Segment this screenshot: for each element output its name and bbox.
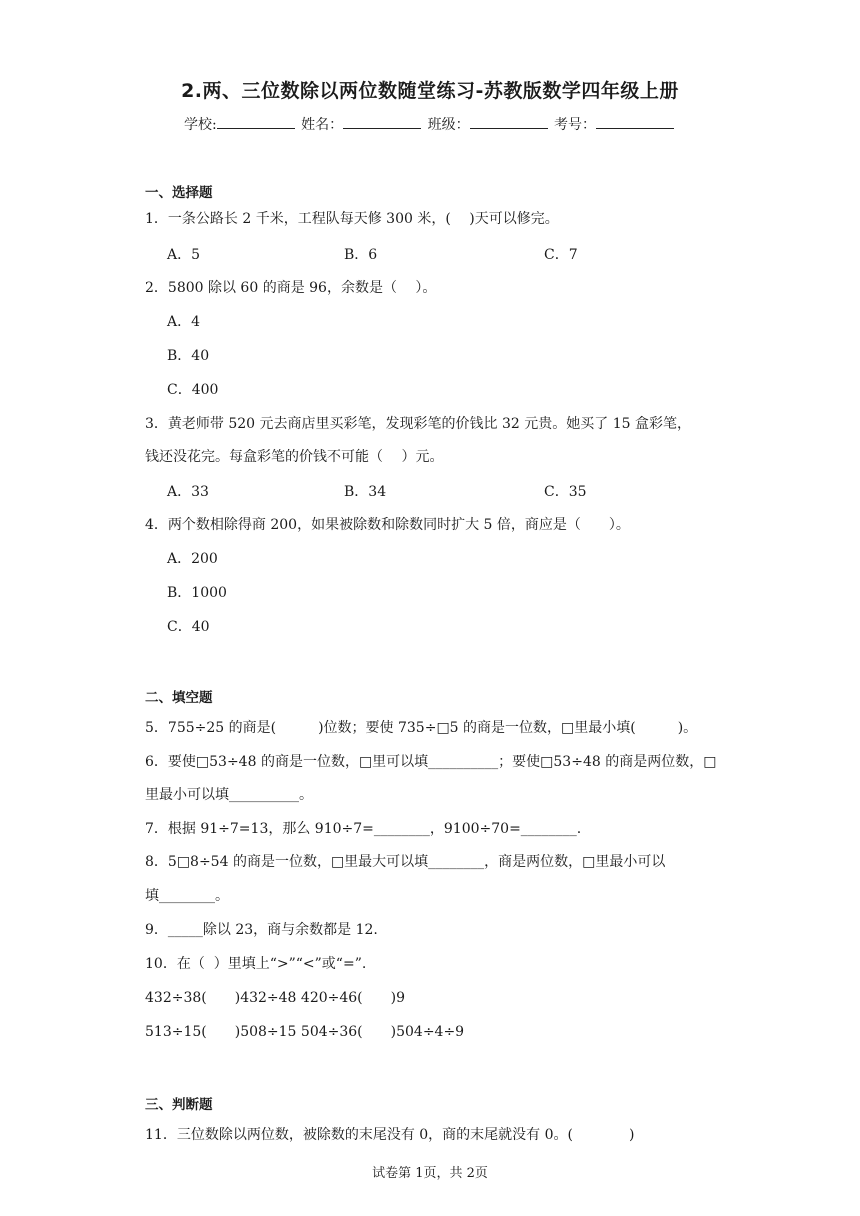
exam-no-blank[interactable] — [596, 114, 674, 129]
student-info-row — [0, 114, 860, 134]
q4-option-b: B．1000 — [167, 585, 227, 601]
name-blank[interactable] — [343, 114, 421, 129]
q2-option-a: A．4 — [167, 314, 201, 330]
question-7: 7．根据 91÷7=13，那么 910÷7=________，9100÷70=________. — [145, 821, 582, 837]
q1-option-c: C．7 — [544, 247, 578, 263]
q1-option-a: A．5 — [167, 247, 201, 263]
q4-option-a: A．200 — [167, 551, 218, 567]
question-3-line-1: 3．黄老师带 520 元去商店里买彩笔，发现彩笔的价钱比 32 元贵。她买了 15 盒彩笔， — [145, 416, 691, 432]
question-10-row-2: 513÷15( )508÷15 504÷36( )504÷4÷9 — [145, 1024, 465, 1040]
page-title: 2.两、三位数除以两位数随堂练习-苏教版数学四年级上册 — [181, 80, 679, 102]
q3-option-b: B．34 — [344, 484, 387, 500]
question-1: 1．一条公路长 2 千米，工程队每天修 300 米，( )天可以修完。 — [145, 211, 559, 227]
q1-option-b: B．6 — [344, 247, 378, 263]
section-heading-fill: 二、填空题 — [145, 690, 213, 706]
section-heading-judge: 三、判断题 — [145, 1097, 213, 1113]
q3-option-c: C．35 — [544, 484, 587, 500]
question-8-line-1: 8．5□8÷54 的商是一位数，□里最大可以填________，商是两位数，□里最小可以 — [145, 854, 666, 870]
question-10: 10．在（ ）里填上“>”“<”或“=”. — [145, 956, 367, 972]
question-3-line-2: 钱还没花完。每盒彩笔的价钱不可能（ ）元。 — [145, 449, 444, 465]
question-6-line-1: 6．要使□53÷48 的商是一位数，□里可以填__________；要使□53÷48 的商是两位数，□ — [145, 754, 717, 770]
q2-option-c: C．400 — [167, 382, 219, 398]
question-2: 2．5800 除以 60 的商是 96，余数是（ ）。 — [145, 280, 437, 296]
page-footer: 试卷第 1页，共 2页 — [372, 1166, 488, 1181]
school-blank[interactable] — [217, 114, 295, 129]
question-10-row-1: 432÷38( )432÷48 420÷46( )9 — [145, 990, 406, 1006]
q3-option-a: A．33 — [167, 484, 209, 500]
section-heading-choice: 一、选择题 — [145, 185, 213, 201]
question-9: 9．_____除以 23，商与余数都是 12. — [145, 922, 378, 938]
question-6-line-2: 里最小可以填__________。 — [145, 787, 313, 803]
question-5: 5．755÷25 的商是( )位数；要使 735÷□5 的商是一位数，□里最小填( )。 — [145, 720, 698, 736]
q4-option-c: C．40 — [167, 619, 210, 635]
question-11: 11．三位数除以两位数，被除数的末尾没有 0，商的末尾就没有 0。( ) — [145, 1127, 635, 1143]
class-label: 班级： — [427, 117, 470, 133]
name-label: 姓名： — [301, 117, 344, 133]
question-8-line-2: 填________。 — [145, 888, 229, 904]
school-label: 学校: — [183, 117, 217, 133]
question-4: 4．两个数相除得商 200，如果被除数和除数同时扩大 5 倍，商应是（ ）。 — [145, 517, 630, 533]
class-blank[interactable] — [470, 114, 548, 129]
exam-no-label: 考号： — [554, 117, 597, 133]
q2-option-b: B．40 — [167, 348, 210, 364]
